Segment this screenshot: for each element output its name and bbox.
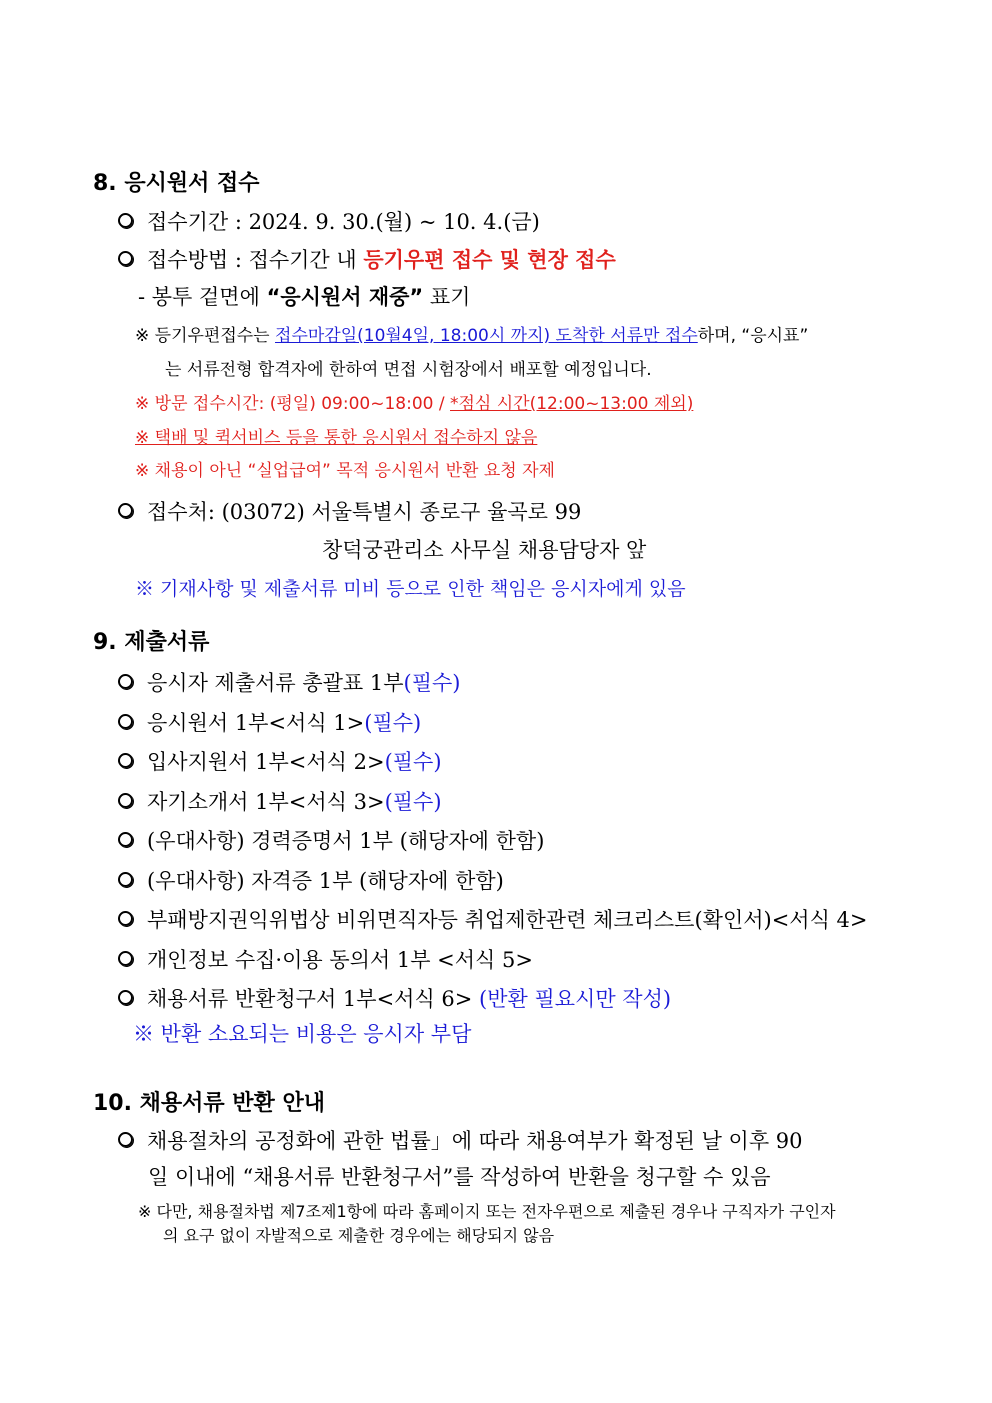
method-label: 접수방법 : 접수기간 내	[147, 248, 364, 272]
bullet-circle-icon	[118, 674, 133, 689]
document-requirement: (반환 필요시만 작성)	[479, 987, 672, 1011]
note1-c: 하며, “응시표”	[697, 326, 809, 346]
document-requirement: (필수)	[364, 710, 422, 735]
document-name: 입사지원서 1부<서식 2>	[147, 750, 385, 774]
return-cost-note: ※ 반환 소요되는 비용은 응시자 부담	[133, 1022, 472, 1046]
document-name: 응시원서 1부<서식 1>	[147, 710, 365, 735]
address-recipient: 창덕궁관리소 사무실 채용담당자 앞	[322, 538, 647, 562]
document-name: 응시자 제출서류 총괄표 1부	[147, 671, 404, 695]
document-requirement: (필수)	[384, 789, 442, 814]
document-name: 채용서류 반환청구서 1부<서식 6>	[147, 987, 480, 1011]
document-item	[118, 670, 461, 696]
section-9-title: 9. 제출서류	[93, 630, 210, 655]
bullet-circle-icon	[118, 793, 133, 808]
bullet-circle-icon	[118, 872, 133, 887]
unemployment-note: ※ 채용이 아닌 “실업급여” 목적 응시원서 반환 요청 자제	[135, 461, 555, 481]
bullet-circle-icon	[118, 753, 133, 768]
document-name: (우대사항) 경력증명서 1부 (해당자에 한함)	[147, 829, 545, 853]
document-name: 자기소개서 1부<서식 3>	[147, 789, 385, 814]
document-name: (우대사항) 자격증 1부 (해당자에 한함)	[147, 868, 504, 893]
section-8-title: 8. 응시원서 접수	[93, 171, 260, 196]
bullet-circle-icon	[118, 832, 133, 847]
return-info-line1	[118, 1128, 803, 1154]
note2-b: *점심 시간(12:00~13:00 제외)	[450, 394, 694, 414]
section-10-title: 10. 채용서류 반환 안내	[93, 1091, 325, 1116]
document-item	[118, 947, 533, 973]
envelope-note	[138, 284, 470, 310]
registered-mail-note-cont: 는 서류전형 합격자에 한하여 면접 시험장에서 배포할 예정입니다.	[165, 360, 652, 380]
bullet-circle-icon	[118, 951, 133, 966]
document-item	[118, 710, 421, 736]
responsibility-note: ※ 기재사항 및 제출서류 미비 등으로 인한 책임은 응시자에게 있음	[135, 578, 686, 600]
line1-text: 채용절차의 공정화에 관한 법률」에 따라 채용여부가 확정된 날 이후 90	[147, 1129, 803, 1153]
period	[118, 209, 540, 235]
note2-a: ※ 방문 접수시간: (평일) 09:00~18:00 /	[135, 394, 450, 414]
document-name: 부패방지권익위법상 비위면직자등 취업제한관련 체크리스트(확인서)<서식 4>	[147, 908, 868, 932]
method	[118, 247, 616, 273]
document-item	[118, 828, 544, 854]
document-requirement: (필수)	[384, 750, 442, 774]
document-item	[118, 868, 504, 894]
envelope-a: - 봉투 겉면에	[138, 285, 267, 309]
exception-note: ※ 다만, 채용절차법 제7조제1항에 따라 홈페이지 또는 전자우편으로 제출된 경우나 구직자가 구인자	[138, 1202, 836, 1221]
return-info-line2: 일 이내에 “채용서류 반환청구서”를 작성하여 반환을 청구할 수 있음	[148, 1165, 771, 1189]
bullet-circle-icon	[118, 990, 133, 1005]
period-text: 접수기간 : 2024. 9. 30.(월) ~ 10. 4.(금)	[147, 210, 540, 234]
bullet-circle-icon	[118, 1132, 133, 1147]
method-value: 등기우편 접수 및 현장 접수	[363, 248, 616, 272]
courier-note: ※ 택배 및 퀵서비스 등을 통한 응시원서 접수하지 않음	[135, 428, 538, 448]
envelope-b: “응시원서 재중”	[266, 285, 424, 309]
bullet-circle-icon	[118, 503, 133, 518]
bullet-circle-icon	[118, 714, 133, 729]
document-name: 개인정보 수집·이용 동의서 1부 <서식 5>	[147, 947, 533, 972]
document-requirement: (필수)	[403, 671, 461, 695]
exception-note-cont: 의 요구 없이 자발적으로 제출한 경우에는 해당되지 않음	[163, 1226, 555, 1245]
address-text: 접수처: (03072) 서울특별시 종로구 율곡로 99	[147, 500, 582, 524]
envelope-c: 표기	[423, 285, 471, 309]
bullet-circle-icon	[118, 213, 133, 228]
address	[118, 499, 581, 525]
note1-a: ※ 등기우편접수는	[135, 326, 276, 346]
bullet-circle-icon	[118, 911, 133, 926]
registered-mail-note	[135, 323, 808, 349]
visit-hours-note	[135, 391, 693, 417]
document-item	[118, 749, 442, 775]
document-item	[118, 789, 442, 815]
note1-b: 접수마감일(10월4일, 18:00시 까지) 도착한 서류만 접수	[275, 326, 698, 346]
document-item	[118, 986, 671, 1012]
bullet-circle-icon	[118, 251, 133, 266]
document-item	[118, 907, 868, 933]
